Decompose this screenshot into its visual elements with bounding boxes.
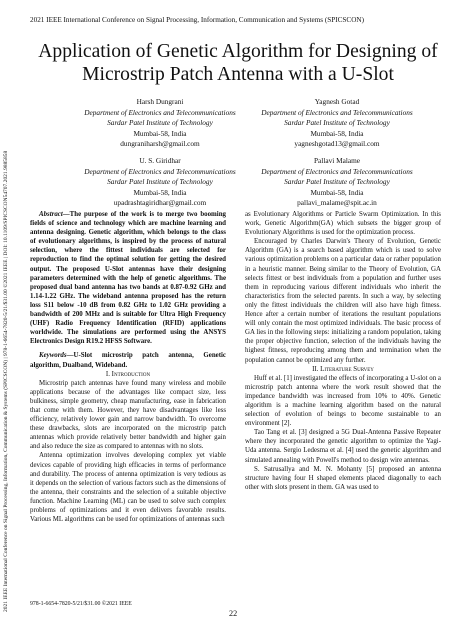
paragraph: as Evolutionary Algorithms or Particle Swarm Optimization. In this work, Genetic Algorithm(GA) which subsets the bigger group of Evolutionary Algorithms is used for the optimization process. (245, 211, 441, 237)
paragraph: Huff et al. [1] investigated the effects of incorporating a U-slot on a microstrip patch antenna where the work result showed that the impedance bandwidth was increased from 10% to 40%. Genetic algorithm is a machine learning algorithm based on the natural selection of evolution of beings to become sustainable to an environment [2]. (245, 374, 441, 428)
author-block-4 (237, 156, 437, 209)
keywords (30, 351, 226, 369)
section-heading-literature-survey: II. Literature Survey (312, 365, 374, 373)
author-email[interactable]: upadrashtagiridhar@gmail.com (113, 198, 207, 208)
paragraph: Encouraged by Charles Darwin's Theory of Evolution, Genetic Algorithm (GA) is a search based algorithm which is used to solve various optimization problems on a particular data or rather population in a heuristic manner. Being similar to the Theory of Evolution, GA selects fittest or best individuals from a population and further uses them in reproducing various different individuals who inherit the characteristics from the selected parents. In such a way, by selecting only the fittest individuals the children will also have high fitness. Hence after a certain number of iterations the resultant populations will only contain the most optimized individuals. The basic process of GA lies in the following steps: initializing a random population, taking the proper objective function, selection of the individuals having the highest fitness, reproducing among them and termination when the population cannot be optimized any further. (245, 238, 441, 364)
author-inst: Sardar Patel Institute of Technology (107, 118, 213, 128)
author-name: Yagnesh Gotad (314, 97, 360, 106)
section-heading-introduction: I. Introduction (105, 370, 151, 378)
right-column (245, 210, 441, 492)
paragraph: S. Satrusallya and M. N. Mohanty [5] proposed an antenna structure having four H shaped elements placed diagonally to each other with slots present in them. GA was used to (245, 465, 441, 491)
conference-header: 2021 IEEE International Conference on Signal Processing, Information, Communication and Systems (SPICSCON) (30, 16, 364, 24)
paragraph: Antenna optimization involves developing complex yet viable devices capable of providing high efficacies in terms of performance and durability. The process of antenna optimization is very tedious as it depends on the selection of various factors such as the dimensions of the antenna, their constraints and the selection of a suitable objective function. Machine Learning (ML) can be used to solve such complex problems of optimizations and it even delivers favorable results. Various ML algorithms can be used for optimizations of antennas such (30, 452, 226, 524)
author-inst: Sardar Patel Institute of Technology (284, 177, 390, 187)
author-city: Mumbai-58, India (133, 187, 187, 197)
author-block-1 (60, 97, 260, 150)
author-name: U. S. Giridhar (139, 156, 181, 165)
abstract (30, 210, 226, 346)
left-column (30, 210, 226, 524)
author-block-3 (60, 156, 260, 209)
author-dept: Department of Electronics and Telecommunications (84, 107, 236, 117)
author-dept: Department of Electronics and Telecommunications (261, 166, 413, 176)
side-doi-text: 2021 IEEE International Conference on Signal Processing, Information, Communication & Systems (SPICSCON) | 978-1-6654-7820-5/21/$31.00 ©2021 IEEE | DOI: 10.1109/SPICSCON54707.2021.9885858 (3, 150, 9, 612)
keywords-label: Keywords (39, 352, 67, 360)
author-block-2 (237, 97, 437, 150)
keywords-body: —U-Slot microstrip patch antenna, Genetic algorithm, Dualband, Wideband. (30, 352, 226, 369)
author-city: Mumbai-58, India (133, 128, 187, 138)
copyright-footer: 978-1-6654-7820-5/21/$31.00 ©2021 IEEE (30, 601, 132, 607)
author-inst: Sardar Patel Institute of Technology (107, 177, 213, 187)
author-name: Pallavi Malame (314, 156, 360, 165)
author-city: Mumbai-58, India (310, 128, 364, 138)
abstract-label: Abstract (39, 211, 63, 218)
author-email[interactable]: pallavi_malame@spit.ac.in (297, 198, 377, 208)
abstract-body: —The purpose of the work is to merge two booming fields of science and technology which are machine learning and antenna designing. Genetic algorithm, which belongs to the class of evolutionary algorithms, is inspired by the process of natural selection, where the fittest individuals are selected for reproduction to find the optimal solution for getting the desired output. The proposed U-Slot antennas have their designing parameters determined with the help of genetic algorithms. The proposed dual band antenna has two bands at 0.87-0.92 GHz and 1.14-1.22 GHz. The wideband antenna proposed has the return loss S11 below -10 dB from 0.82 GHz to 1.02 GHz providing a bandwidth of 200 MHz and is suitable for Ultra High Frequency (UHF) Radio Frequency Identification (RFID) applications worldwide. The simulations are performed using the ANSYS Electronics Design R19.2 HFSS Software. (30, 211, 226, 346)
paragraph: Microstrip patch antennas have found many wireless and mobile applications because of the advantages like compact size, less bulkiness, simple geometry, cheap manufacturing, ease in fabrication that come with them. However, they have disadvantages like less efficiency, relatively lower gain and narrow bandwidth. To overcome these drawbacks, slots are incorporated on the microstrip patch antennas which provide relatively better bandwidth and higher gain and also reduce the size as compared to antennas with no slots. (30, 379, 226, 451)
page-number: 22 (229, 609, 238, 618)
paper-title: Application of Genetic Algorithm for Designing of Microstrip Patch Antenna with a U-Slot (38, 41, 438, 85)
author-city: Mumbai-58, India (310, 187, 364, 197)
paragraph: Tao Tang et al. [3] designed a 5G Dual-Antenna Passive Repeater where they incorporated the genetic algorithm to optimize the Yagi-Uda antenna. Sergio Ledesma et al. [4] used the genetic algorithm and simulated annealing with Powell's method to design wire antennas. (245, 429, 441, 464)
author-name: Harsh Dungrani (136, 97, 184, 106)
author-inst: Sardar Patel Institute of Technology (284, 118, 390, 128)
author-dept: Department of Electronics and Telecommunications (84, 166, 236, 176)
author-dept: Department of Electronics and Telecommunications (261, 107, 413, 117)
author-email[interactable]: yagneshgotad13@gmail.com (294, 139, 380, 149)
author-email[interactable]: dungraniharsh@gmail.com (120, 139, 200, 149)
